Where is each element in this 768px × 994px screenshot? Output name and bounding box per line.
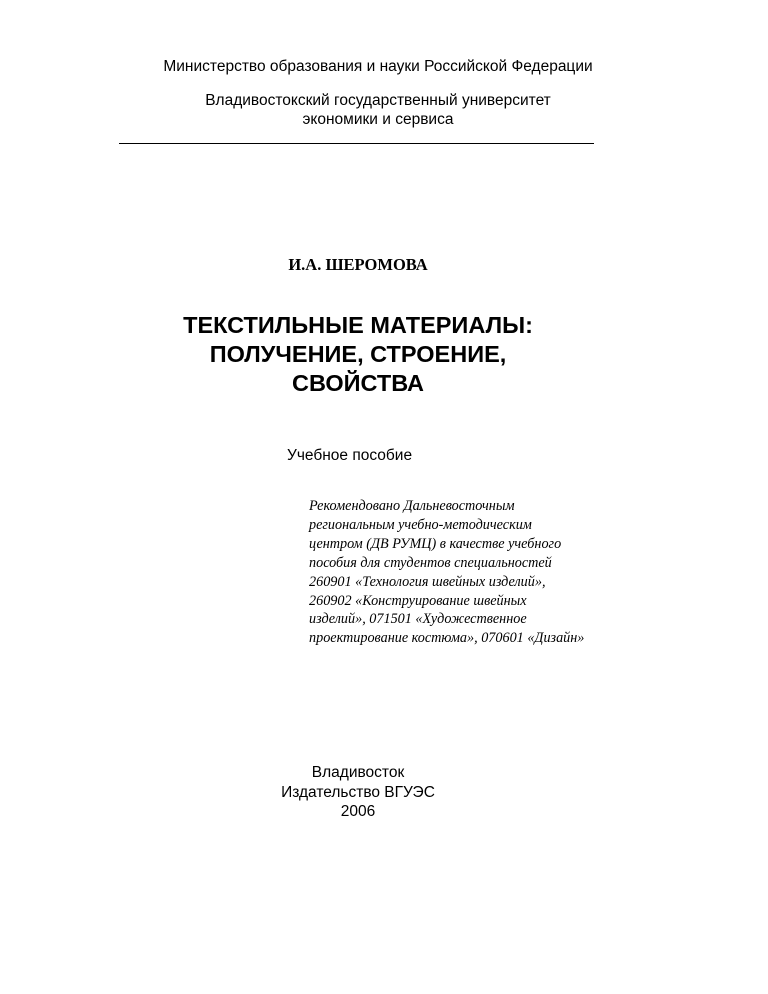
- recommendation-line: изделий», 071501 «Художественное: [309, 611, 527, 628]
- book-title: [0, 311, 768, 398]
- imprint-publisher: Издательство ВГУЭС: [281, 783, 435, 801]
- book-title-line: СВОЙСТВА: [291, 370, 425, 396]
- header-divider: [119, 143, 594, 144]
- university-name-line: Владивостокский государственный университет: [205, 92, 551, 109]
- imprint: [0, 763, 768, 822]
- ministry-name: Министерство образования и науки Российской Федерации: [163, 58, 593, 75]
- recommendation-line: проектирование костюма», 070601 «Дизайн»: [309, 630, 585, 647]
- recommendation-line: пособия для студентов специальностей: [309, 554, 552, 571]
- document-type: Учебное пособие: [287, 447, 413, 464]
- university-name-line: экономики и сервиса: [302, 111, 454, 128]
- book-title-line: ПОЛУЧЕНИЕ, СТРОЕНИЕ,: [209, 341, 507, 367]
- recommendation-line: 260902 «Конструирование швейных: [309, 592, 527, 609]
- recommendation-line: региональным учебно-методическим: [309, 516, 532, 533]
- book-title-line: ТЕКСТИЛЬНЫЕ МАТЕРИАЛЫ:: [183, 312, 533, 338]
- imprint-year: 2006: [340, 803, 376, 820]
- recommendation-line: Рекомендовано Дальневосточным: [309, 498, 515, 514]
- recommendation-line: центром (ДВ РУМЦ) в качестве учебного: [309, 535, 562, 552]
- university-name: [0, 91, 768, 129]
- recommendation-note: [309, 497, 619, 648]
- author-name: И.А. ШЕРОМОВА: [288, 255, 428, 274]
- imprint-city: Владивосток: [311, 764, 405, 781]
- recommendation-line: 260901 «Технология швейных изделий»,: [309, 573, 546, 590]
